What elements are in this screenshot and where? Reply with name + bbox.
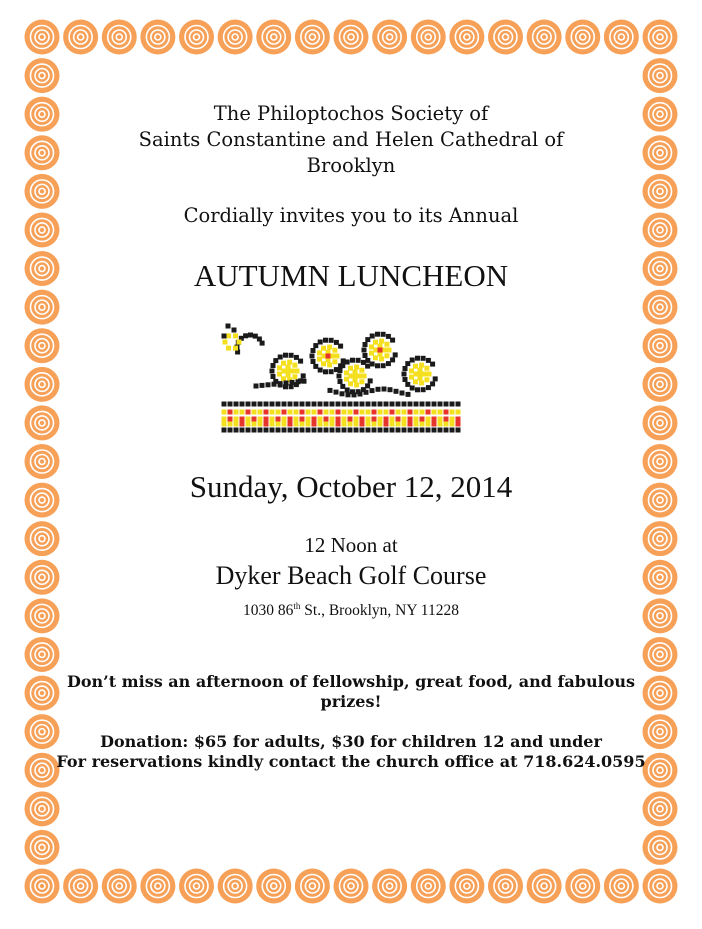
orange-swirl-circle-icon: [527, 20, 562, 55]
orange-swirl-circle-icon: [643, 58, 678, 93]
orange-swirl-circle-icon: [179, 20, 214, 55]
orange-swirl-circle-icon: [25, 367, 60, 402]
orange-swirl-circle-icon: [604, 20, 639, 55]
orange-swirl-circle-icon: [411, 869, 446, 904]
orange-swirl-circle-icon: [643, 405, 678, 440]
orange-swirl-circle-icon: [334, 869, 369, 904]
orange-swirl-circle-icon: [25, 20, 60, 55]
orange-swirl-circle-icon: [565, 20, 600, 55]
orange-swirl-circle-icon: [643, 637, 678, 672]
orange-swirl-circle-icon: [488, 869, 523, 904]
orange-swirl-circle-icon: [25, 328, 60, 363]
orange-swirl-circle-icon: [25, 290, 60, 325]
donation-line: Donation: $65 for adults, $30 for children 12 and under: [100, 732, 602, 751]
orange-swirl-circle-icon: [218, 869, 253, 904]
orange-swirl-circle-icon: [643, 791, 678, 826]
orange-swirl-circle-icon: [295, 20, 330, 55]
orange-swirl-circle-icon: [25, 869, 60, 904]
orange-swirl-circle-icon: [604, 869, 639, 904]
orange-swirl-circle-icon: [449, 20, 484, 55]
orange-swirl-circle-icon: [102, 869, 137, 904]
orange-swirl-circle-icon: [25, 405, 60, 440]
tagline-line-2: prizes!: [320, 692, 382, 711]
orange-swirl-circle-icon: [140, 20, 175, 55]
orange-swirl-circle-icon: [102, 20, 137, 55]
event-date: Sunday, October 12, 2014: [189, 469, 513, 504]
orange-swirl-circle-icon: [63, 20, 98, 55]
orange-swirl-circle-icon: [63, 869, 98, 904]
venue-address: 1030 86th St., Brooklyn, NY 11228: [243, 600, 459, 619]
orange-swirl-circle-icon: [25, 830, 60, 865]
orange-swirl-circle-icon: [179, 869, 214, 904]
orange-swirl-circle-icon: [449, 869, 484, 904]
header-line-1: The Philoptochos Society of: [213, 102, 489, 125]
orange-swirl-circle-icon: [643, 290, 678, 325]
orange-swirl-circle-icon: [256, 869, 291, 904]
orange-swirl-circle-icon: [372, 869, 407, 904]
reservation-line: For reservations kindly contact the church office at 718.624.0595: [56, 752, 646, 771]
mosaic-flowers-icon: [210, 318, 470, 436]
tagline-line-1: Don’t miss an afternoon of fellowship, great food, and fabulous: [66, 672, 636, 691]
event-title: AUTUMN LUNCHEON: [193, 258, 509, 293]
orange-swirl-circle-icon: [140, 869, 175, 904]
orange-swirl-circle-icon: [488, 20, 523, 55]
event-time: 12 Noon at: [304, 533, 398, 557]
orange-swirl-circle-icon: [372, 20, 407, 55]
venue-name: Dyker Beach Golf Course: [215, 561, 487, 590]
orange-swirl-circle-icon: [25, 58, 60, 93]
invite-line: Cordially invites you to its Annual: [183, 204, 519, 227]
orange-swirl-circle-icon: [334, 20, 369, 55]
orange-swirl-circle-icon: [643, 367, 678, 402]
orange-swirl-circle-icon: [25, 791, 60, 826]
orange-swirl-circle-icon: [643, 328, 678, 363]
orange-swirl-circle-icon: [643, 869, 678, 904]
orange-swirl-circle-icon: [25, 637, 60, 672]
orange-swirl-circle-icon: [295, 869, 330, 904]
header-line-2: Saints Constantine and Helen Cathedral of: [138, 128, 564, 151]
orange-swirl-circle-icon: [643, 830, 678, 865]
orange-swirl-circle-icon: [527, 869, 562, 904]
orange-swirl-circle-icon: [411, 20, 446, 55]
orange-swirl-circle-icon: [218, 20, 253, 55]
orange-swirl-circle-icon: [643, 20, 678, 55]
orange-swirl-circle-icon: [256, 20, 291, 55]
orange-swirl-circle-icon: [565, 869, 600, 904]
header-line-3: Brooklyn: [306, 154, 396, 177]
